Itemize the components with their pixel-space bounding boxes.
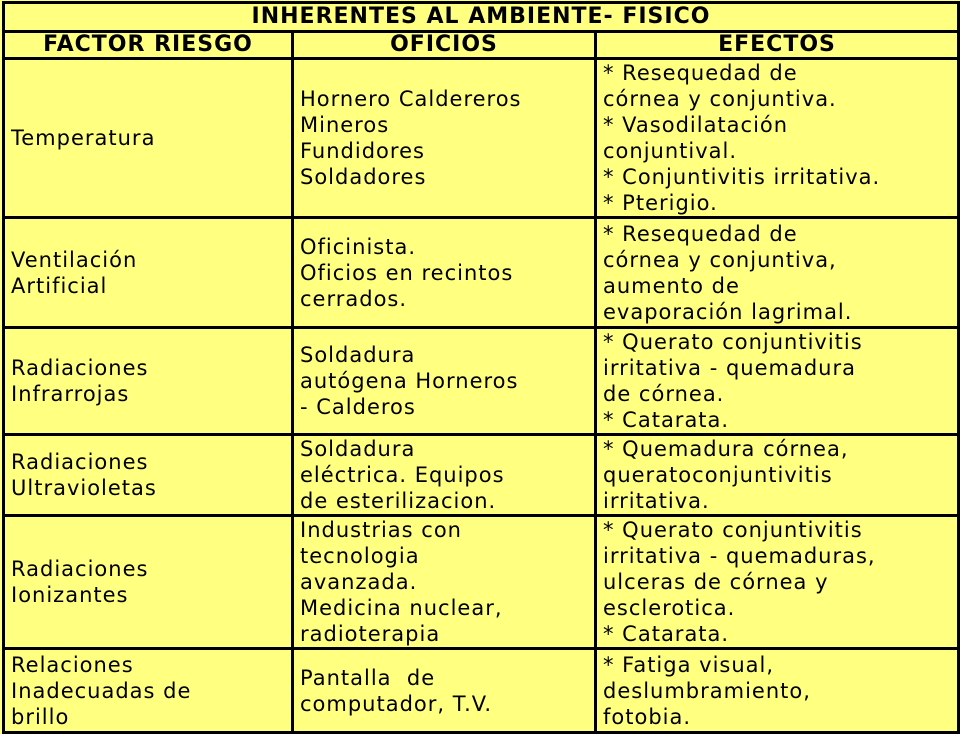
factor-cell [4, 328, 293, 435]
factor-cell [4, 218, 293, 328]
cell-line: Oficios en recintos [300, 260, 514, 285]
table-title: INHERENTES AL AMBIENTE- FISICO [4, 3, 959, 32]
cell-line: * Resequedad de [603, 61, 798, 85]
cell-line: Soldadura [300, 437, 416, 461]
cell-line: tecnologia [300, 544, 420, 568]
cell-line: Oficinista. [300, 234, 416, 259]
cell-line: * Catarata. [603, 622, 730, 646]
cell-line: Radiaciones [11, 450, 149, 474]
cell-line: de esterilizacion. [300, 489, 497, 513]
cell-line: - Calderos [300, 395, 416, 419]
cell-line: eléctrica. Equipos [300, 463, 505, 487]
table-row [4, 328, 959, 435]
cell-line: avanzada. [300, 570, 418, 594]
cell-line: Soldadura [300, 343, 416, 367]
cell-line: Industrias con [300, 518, 462, 542]
cell-line: córnea y conjuntiva, [603, 247, 837, 272]
oficios-cell [293, 516, 596, 649]
factor-cell [4, 59, 293, 218]
efectos-cell [596, 59, 959, 218]
cell-line: deslumbramiento, [603, 678, 811, 703]
cell-line: córnea y conjuntiva. [603, 87, 837, 111]
cell-line: aumento de [603, 273, 740, 298]
cell-line: Ionizantes [11, 583, 129, 607]
cell-line: evaporación lagrimal. [603, 299, 853, 324]
cell-line: Artificial [11, 273, 108, 298]
factor-cell [4, 516, 293, 649]
cell-line: Radiaciones [11, 356, 149, 380]
table-row [4, 516, 959, 649]
cell-line: queratoconjuntivitis [603, 463, 833, 487]
cell-line: conjuntival. [603, 139, 738, 163]
cell-line: irritativa. [603, 489, 710, 513]
cell-line: brillo [11, 704, 70, 729]
cell-line: de córnea. [603, 382, 725, 406]
table-row [4, 435, 959, 516]
cell-line: * Catarata. [603, 408, 730, 432]
cell-line: Hornero Caldereros [300, 87, 522, 111]
cell-line: Fundidores [300, 139, 425, 163]
header-oficios: OFICIOS [293, 32, 596, 59]
cell-line: Ventilación [11, 247, 138, 272]
cell-line: Soldadores [300, 165, 427, 189]
cell-line: irritativa - quemaduras, [603, 544, 876, 568]
cell-line: Medicina nuclear, [300, 596, 503, 620]
cell-line: computador, T.V. [300, 691, 493, 716]
cell-line: esclerotica. [603, 596, 736, 620]
factor-cell [4, 435, 293, 516]
cell-line: radioterapia [300, 622, 441, 646]
cell-line: * Quemadura córnea, [603, 437, 849, 461]
header-factor-riesgo: FACTOR RIESGO [4, 32, 293, 59]
cell-line: irritativa - quemadura [603, 356, 856, 380]
cell-line: * Conjuntivitis irritativa. [603, 165, 881, 189]
cell-line: Temperatura [11, 126, 156, 150]
cell-line: Ultravioletas [11, 476, 157, 500]
cell-line: fotobia. [603, 704, 692, 729]
oficios-cell [293, 328, 596, 435]
cell-line: autógena Horneros [300, 369, 519, 393]
cell-line: Pantalla de [300, 665, 436, 690]
cell-line: Mineros [300, 113, 390, 137]
cell-line: Inadecuadas de [11, 678, 192, 703]
oficios-cell [293, 218, 596, 328]
efectos-cell [596, 435, 959, 516]
oficios-cell [293, 59, 596, 218]
cell-line: * Querato conjuntivitis [603, 330, 863, 354]
table-row [4, 59, 959, 218]
cell-line: cerrados. [300, 286, 408, 311]
header-row [4, 32, 959, 59]
efectos-cell [596, 218, 959, 328]
cell-line: * Pterigio. [603, 191, 718, 215]
table-row [4, 218, 959, 328]
cell-line: Relaciones [11, 652, 134, 677]
cell-line: ulceras de córnea y [603, 570, 829, 594]
title-row [4, 3, 959, 32]
cell-line: * Vasodilatación [603, 113, 789, 137]
efectos-cell [596, 328, 959, 435]
cell-line: * Querato conjuntivitis [603, 518, 863, 542]
oficios-cell [293, 435, 596, 516]
cell-line: Infrarrojas [11, 382, 130, 406]
risk-table [2, 1, 960, 734]
header-efectos: EFECTOS [596, 32, 959, 59]
cell-line: * Fatiga visual, [603, 652, 775, 677]
cell-line: * Resequedad de [603, 221, 798, 246]
efectos-cell [596, 516, 959, 649]
cell-line: Radiaciones [11, 557, 149, 581]
